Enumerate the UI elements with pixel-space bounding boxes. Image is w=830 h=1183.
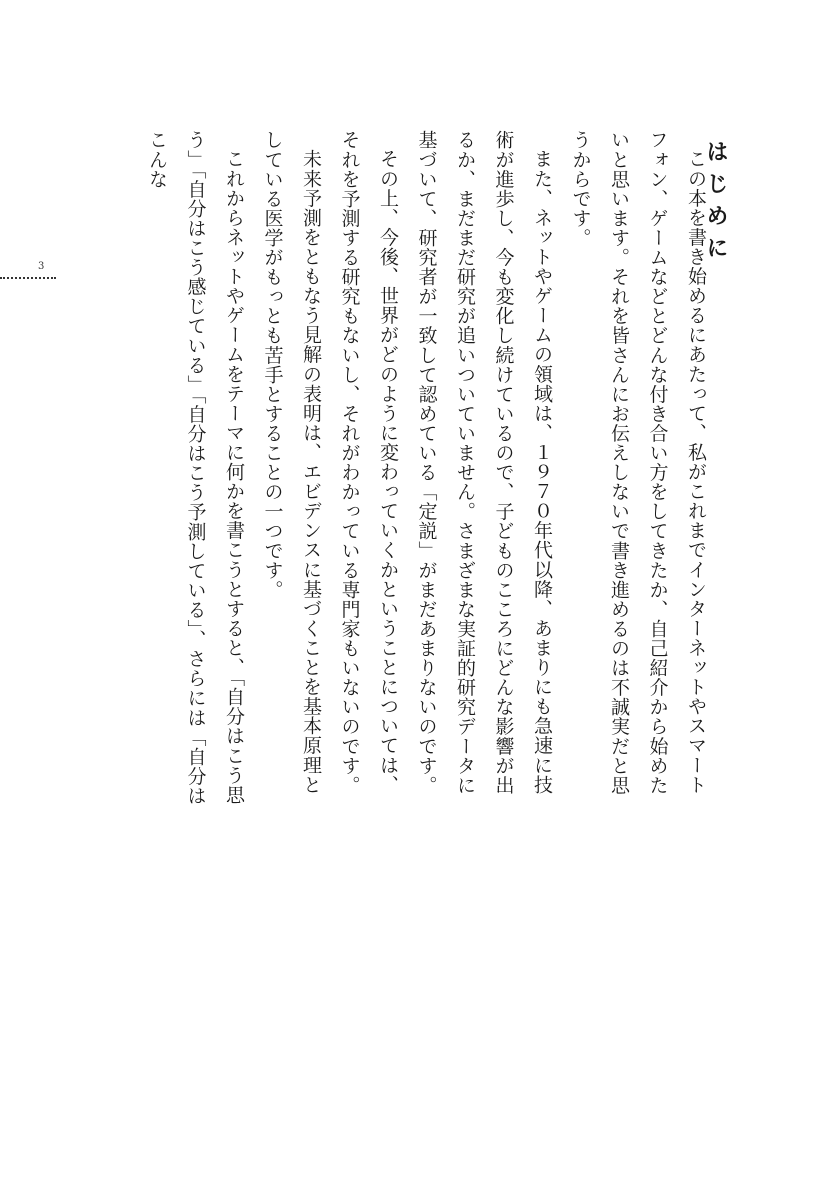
paragraph-1: この本を書き始めるにあたって、私がこれまでインターネットやスマートフォン、ゲームなどとどんな付き合い方をしてきたか、自己紹介から始めたいと思います。それを皆さんにお伝えしないで書き進めるのは不誠実だと思うからです。 [569,130,707,795]
paragraph-3: その上、今後、世界がどのように変わっていくかということについては、それを予測する研究もないし、それがわかっている専門家もいないのです。 [338,130,399,795]
paragraph-5: これからネットやゲームをテーマに何かを書こうとすると、「自分はこう思う」「自分はこう感じている」「自分はこう予測している」、さらには「自分はこんな [146,130,245,806]
page-number-rule [0,277,56,279]
chapter-heading: はじめに [703,140,728,268]
body-text [105,130,715,810]
paragraph-2: また、ネットやゲームの領域は、１９７０年代以降、あまりにも急速に技術が進歩し、今も変化し続けているので、子どものこころにどんな影響が出るか、まだまだ研究が追いついていません。さまざまな実証的研究データに基づいて、研究者が一致して認めている「定説」がまだあまりないのです。 [415,130,553,795]
paragraph-4: 未来予測をともなう見解の表明は、エビデンスに基づくことを基本原理としている医学がもっとも苦手とすることの一つです。 [261,130,322,795]
page-number: 3 [38,261,45,272]
